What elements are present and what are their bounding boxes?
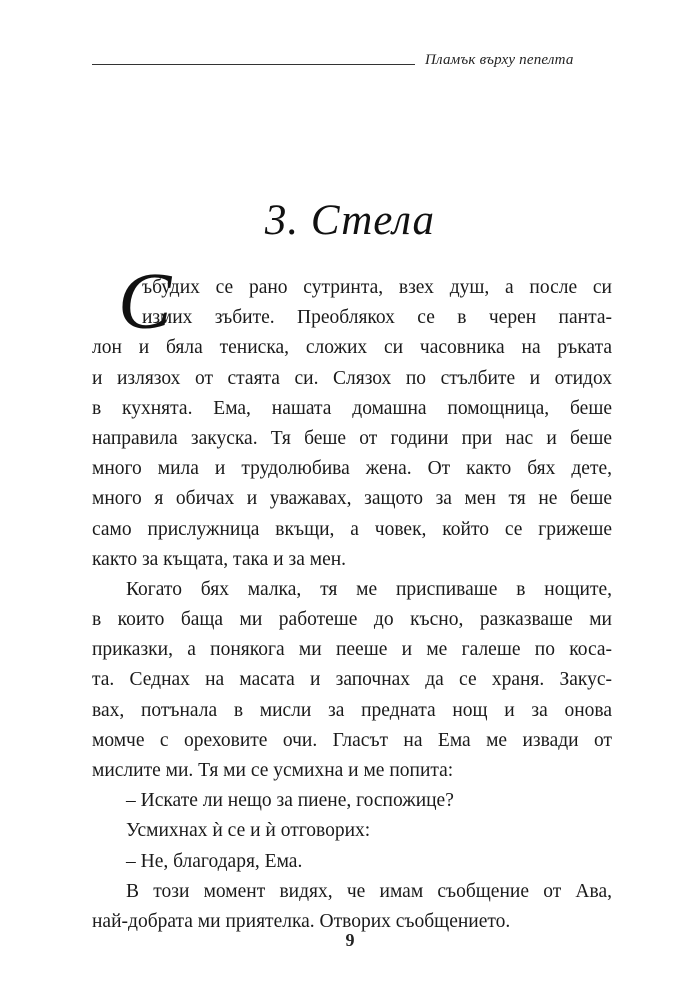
text-line: най-добрата ми приятелка. Отворих съобщението. <box>92 910 511 932</box>
drop-cap: С <box>118 258 172 346</box>
text-line: Когато бях малка, тя ме приспиваше в нощите, <box>126 578 612 600</box>
text-line: момче с ореховите очи. Гласът на Ема ме извади от <box>92 729 612 751</box>
chapter-title: 3. Стела <box>264 197 436 244</box>
text-line: – Не, благодаря, Ема. <box>126 850 303 872</box>
text-line: направила закуска. Тя беше от години при нас и беше <box>92 427 612 449</box>
header-rule <box>92 64 415 65</box>
text-line: много мила и трудолюбива жена. От както бях дете, <box>92 458 612 480</box>
text-line: лон и бяла тениска, сложих си часовника на ръката <box>92 337 612 359</box>
text-line: и излязох от стаята си. Слязох по стълбите и отидох <box>92 367 612 389</box>
text-line: мислите ми. Тя ми се усмихна и ме попита: <box>92 760 454 781</box>
text-line: приказки, а понякога ми пееше и ме галеше по коса- <box>92 639 612 661</box>
text-line: само прислужница вкъщи, а човек, който се грижеше <box>92 518 612 540</box>
text-line: – Искате ли нещо за пиене, госпожице? <box>126 790 454 812</box>
page-number: 9 <box>345 930 355 950</box>
text-line: в които баща ми работеше до късно, разказваше ми <box>92 609 612 631</box>
text-line: С ъбудих се рано сутринта, взех душ, а после си <box>118 258 612 346</box>
running-head: Пламък върху пепелта <box>425 52 574 68</box>
text-line: та. Седнах на масата и започнах да се храня. Закус- <box>92 669 612 691</box>
text-line: Усмихнах ѝ се и ѝ отговорих: <box>126 820 371 842</box>
text-line: в кухнята. Ема, нашата домашна помощница, беше <box>92 397 612 419</box>
text-line: вах, потънала в мисли за предната нощ и за онова <box>92 699 612 721</box>
body-text <box>92 258 612 937</box>
text-line: както за къщата, така и за мен. <box>92 548 347 570</box>
text-line: много я обичах и уважавах, защото за мен тя не беше <box>92 488 612 510</box>
text-line: измих зъбите. Преоблякох се в черен панта- <box>142 307 612 329</box>
text-line: В този момент видях, че имам съобщение от Ава, <box>126 880 612 902</box>
